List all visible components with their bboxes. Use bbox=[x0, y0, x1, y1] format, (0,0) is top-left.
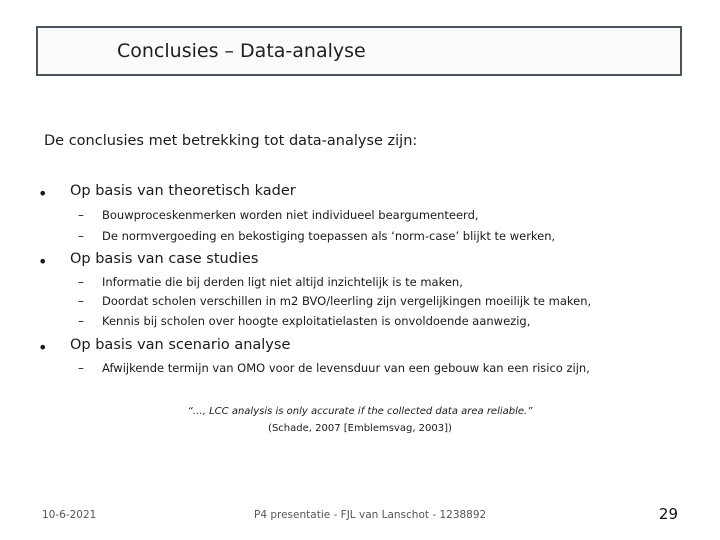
quote-line: “…, LCC analysis is only accurate if the collected data area reliable.” bbox=[187, 406, 533, 417]
bullet-1-text: Op basis van theoretisch kader bbox=[70, 183, 296, 199]
sub-bullet-marker: – bbox=[78, 275, 84, 289]
citation-quote bbox=[100, 403, 620, 437]
sub-bullet-marker: – bbox=[78, 314, 84, 328]
sub-bullet-marker: – bbox=[78, 208, 84, 222]
footer-presentation-info: P4 presentatie - FJL van Lanschot - 1238892 bbox=[254, 509, 487, 521]
sub-bullet-3-1: Afwijkende termijn van OMO voor de levensduur van een gebouw kan een risico zijn, bbox=[102, 361, 590, 375]
sub-bullet-2-3: Kennis bij scholen over hoogte exploitatielasten is onvoldoende aanwezig, bbox=[102, 314, 531, 328]
sub-bullet-2-2: Doordat scholen verschillen in m2 BVO/leerling zijn vergelijkingen moeilijk te maken, bbox=[102, 294, 592, 308]
sub-bullet-2-1: Informatie die bij derden ligt niet altijd inzichtelijk is te maken, bbox=[102, 275, 463, 289]
title-box bbox=[36, 26, 682, 76]
quote-source: (Schade, 2007 [Emblemsvag, 2003]) bbox=[268, 423, 452, 434]
bullet-2-text: Op basis van case studies bbox=[70, 251, 259, 267]
slide-title: Conclusies – Data-analyse bbox=[117, 40, 366, 62]
sub-bullet-marker: – bbox=[78, 294, 84, 308]
bullet-marker: • bbox=[38, 184, 48, 203]
bullet-marker: • bbox=[38, 338, 48, 357]
sub-bullet-marker: – bbox=[78, 361, 84, 375]
bullet-marker: • bbox=[38, 252, 48, 271]
sub-bullet-marker: – bbox=[78, 229, 84, 243]
slide-number: 29 bbox=[658, 505, 678, 523]
footer-date: 10-6-2021 bbox=[42, 509, 97, 521]
sub-bullet-1-1: Bouwproceskenmerken worden niet individueel beargumenteerd, bbox=[102, 208, 479, 222]
bullet-3-text: Op basis van scenario analyse bbox=[70, 337, 291, 353]
sub-bullet-1-2: De normvergoeding en bekostiging toepassen als ‘norm-case’ blijkt te werken, bbox=[102, 229, 556, 243]
intro-text: De conclusies met betrekking tot data-analyse zijn: bbox=[44, 133, 418, 149]
